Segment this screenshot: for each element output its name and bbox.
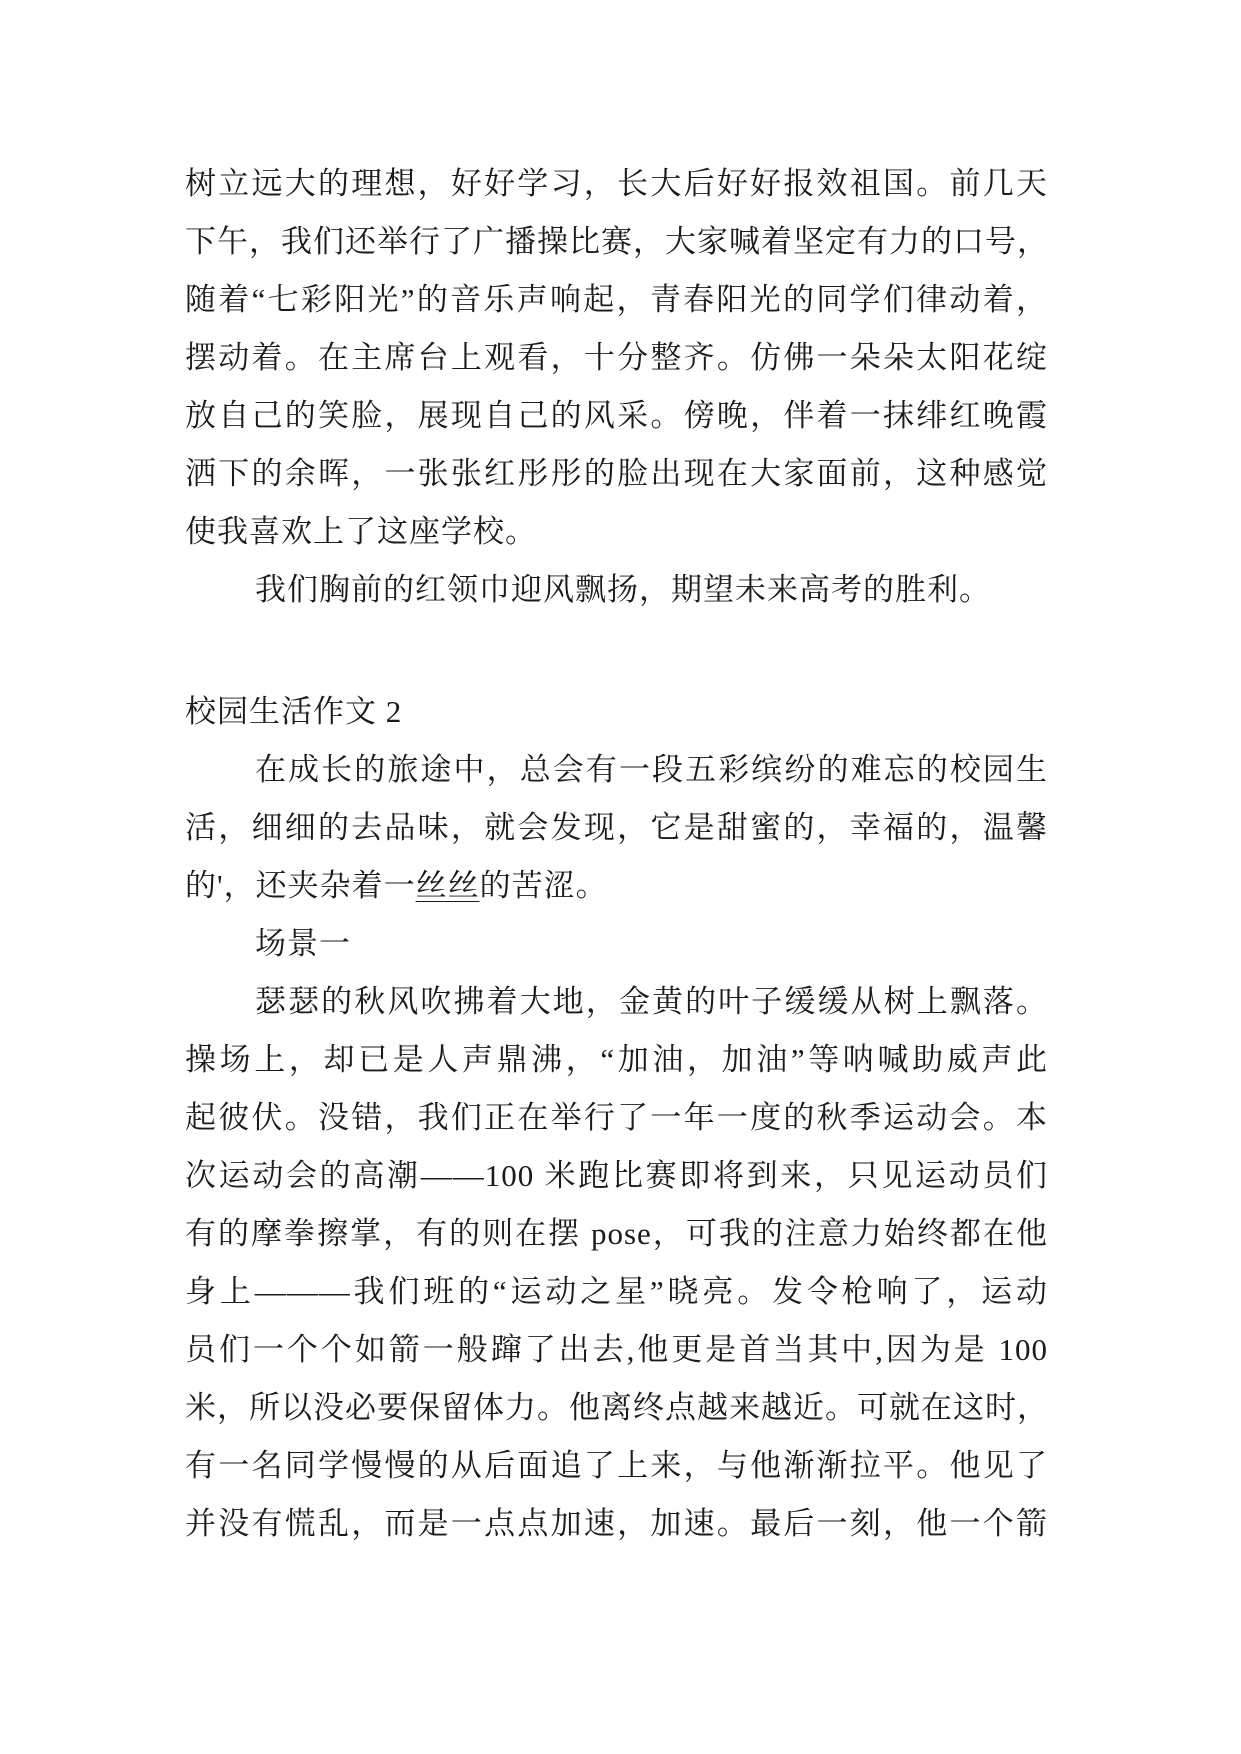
text-line: 我们胸前的红领巾迎风飘扬，期望未来高考的胜利。: [255, 572, 991, 607]
text-line: 下午，我们还举行了广播操比赛，大家喊着坚定有力的口号，: [185, 224, 1049, 259]
text-line: 有的摩拳擦掌，有的则在摆 pose，可我的注意力始终都在他: [185, 1216, 1048, 1251]
text-line: 放自己的笑脸，展现自己的风采。傍晚，伴着一抹绯红晚霞: [185, 398, 1048, 433]
text-line: 随着“七彩阳光”的音乐声响起，青春阳光的同学们律动着，: [185, 282, 1048, 317]
text-line: 使我喜欢上了这座学校。: [185, 514, 537, 549]
text-line: [185, 857, 1048, 915]
underlined-text: 丝丝: [415, 868, 480, 903]
text-line: 洒下的余晖，一张张红彤彤的脸出现在大家面前，这种感觉: [185, 456, 1048, 491]
text-line: 摆动着。在主席台上观看，十分整齐。仿佛一朵朵太阳花绽: [185, 340, 1048, 375]
text-segment: 的'，还夹杂着一: [185, 868, 416, 903]
text-segment: 的苦涩。: [479, 868, 608, 903]
scene-heading: 场景一: [255, 926, 351, 961]
section-heading: 校园生活作文 2: [185, 694, 403, 729]
text-line: 身上———我们班的“运动之星”晓亮。发令枪响了，运动: [185, 1274, 1048, 1309]
text-line: 米，所以没必要保留体力。他离终点越来越近。可就在这时，: [185, 1390, 1049, 1425]
text-line: 员们一个个如箭一般蹿了出去,他更是首当其中,因为是 100: [185, 1332, 1048, 1367]
text-line: 次运动会的高潮——100 米跑比赛即将到来，只见运动员们: [185, 1158, 1048, 1193]
text-line: 树立远大的理想，好好学习，长大后好好报效祖国。前几天: [185, 166, 1048, 201]
text-line: 操场上，却已是人声鼎沸，“加油，加油”等呐喊助威声此: [185, 1042, 1048, 1077]
text-line: 有一名同学慢慢的从后面追了上来，与他渐渐拉平。他见了: [185, 1448, 1048, 1483]
text-line: 起彼伏。没错，我们正在举行了一年一度的秋季运动会。本: [185, 1100, 1048, 1135]
text-line: 并没有慌乱，而是一点点加速，加速。最后一刻，他一个箭: [185, 1506, 1048, 1541]
text-line: 活，细细的去品味，就会发现，它是甜蜜的，幸福的，温馨: [185, 810, 1048, 845]
text-line: 在成长的旅途中，总会有一段五彩缤纷的难忘的校园生: [255, 752, 1048, 787]
text-line: 瑟瑟的秋风吹拂着大地，金黄的叶子缓缓从树上飘落。: [255, 984, 1048, 1019]
